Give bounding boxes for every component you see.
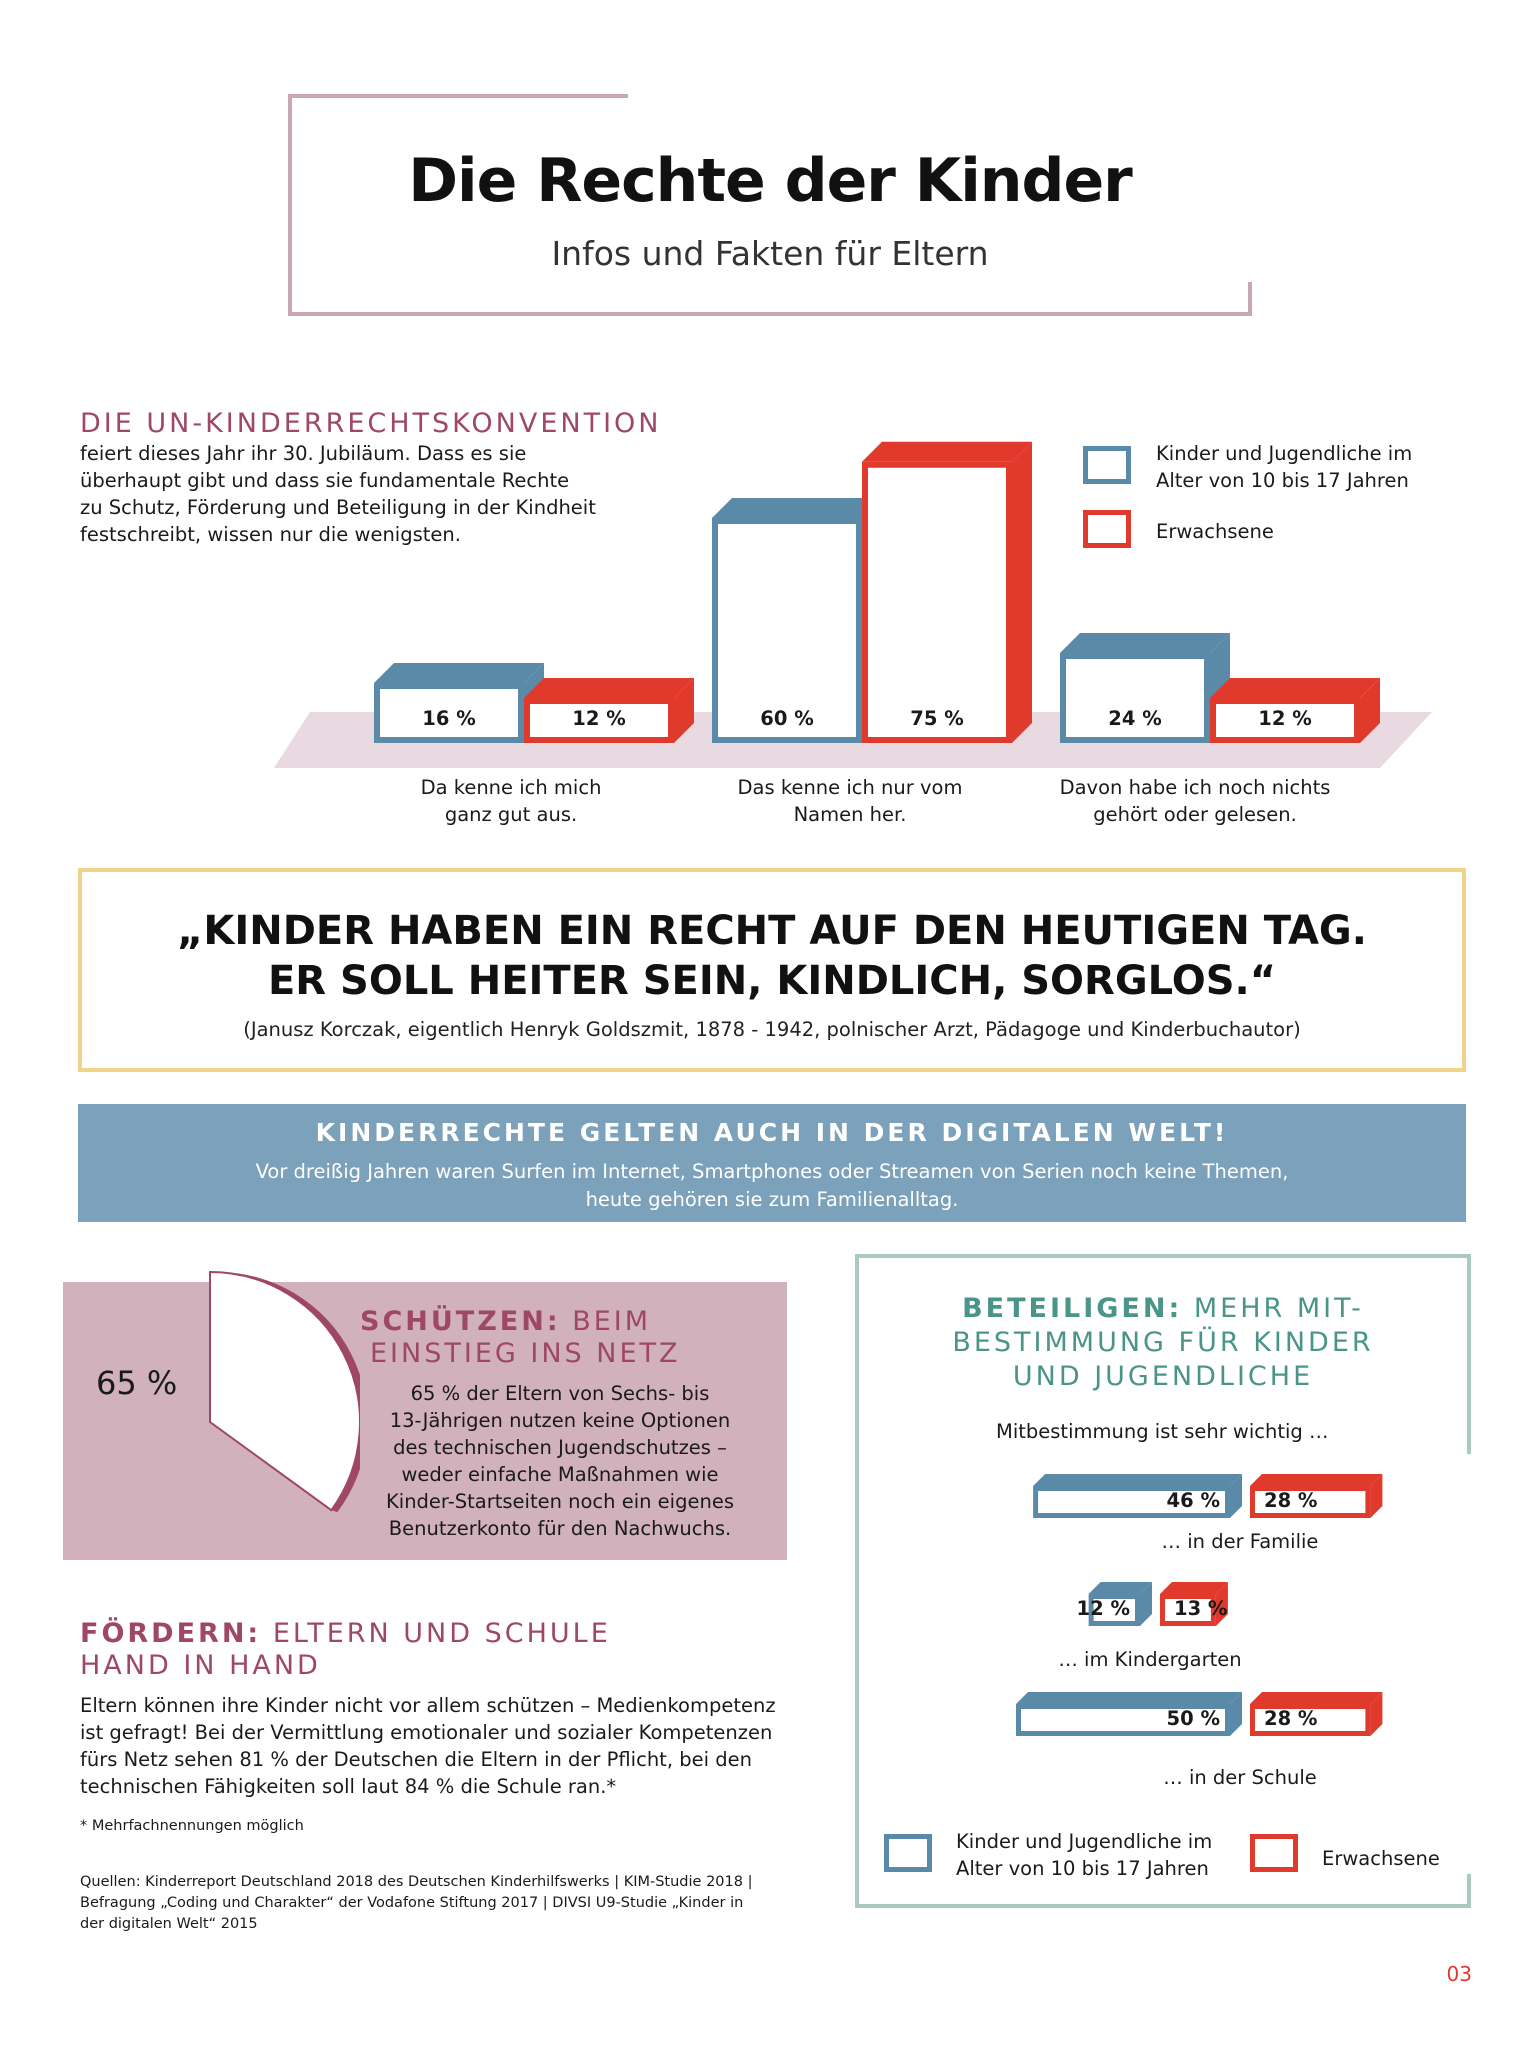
- legend-kids-line: Alter von 10 bis 17 Jahren: [1156, 469, 1409, 492]
- protect-title-line2: EINSTIEG INS NETZ: [370, 1338, 681, 1369]
- digital-text-line: heute gehören sie zum Familienalltag.: [585, 1188, 959, 1211]
- promote-title-bold: FÖRDERN:: [80, 1618, 262, 1649]
- category-label-line: Das kenne ich nur vom: [737, 776, 963, 799]
- promote-text-line: ist gefragt! Bei der Vermittlung emotionaler und sozialer Kompetenzen: [80, 1721, 773, 1744]
- bar-value-label: 12 %: [572, 707, 626, 730]
- protect-text-line: 65 % der Eltern von Sechs- bis: [410, 1382, 710, 1405]
- sources-line: Befragung „Coding und Charakter“ der Vodafone Stiftung 2017 | DIVSI U9-Studie „Kinder in: [80, 1895, 744, 1911]
- hbar-value-label: 50 %: [1166, 1707, 1220, 1730]
- hbar-value-label: 46 %: [1166, 1489, 1220, 1512]
- protect-text-line: Kinder-Startseiten noch ein eigenes: [385, 1490, 734, 1513]
- legend-adults-label: Erwachsene: [1156, 520, 1274, 543]
- bar-kids-0: [374, 663, 544, 743]
- participate-title-rest: MEHR MIT-: [1182, 1293, 1364, 1324]
- legend-kids-line: Kinder und Jugendliche im: [956, 1830, 1213, 1853]
- category-label: [700, 774, 1000, 828]
- participate-title: [880, 1292, 1446, 1394]
- participate-title-line2: BESTIMMUNG FÜR KINDER: [952, 1327, 1374, 1358]
- promote-text-line: fürs Netz sehen 81 % der Deutschen die Eltern in der Pflicht, bei den: [80, 1748, 752, 1771]
- digital-text: [78, 1158, 1466, 1214]
- title-box: [288, 94, 1252, 316]
- page-title: Die Rechte der Kinder: [408, 146, 1132, 216]
- convention-title: DIE UN-KINDERRECHTSKONVENTION: [80, 408, 662, 439]
- pie-slice-white: [210, 1272, 360, 1510]
- promote-text-line: Eltern können ihre Kinder nicht vor allem schützen – Medienkompetenz: [80, 1694, 776, 1717]
- hbar-category-label: … im Kindergarten: [1058, 1648, 1242, 1671]
- hbar-top-face: [1033, 1474, 1242, 1486]
- promote-title-line2: HAND IN HAND: [80, 1650, 321, 1681]
- promote-text-line: technischen Fähigkeiten soll laut 84 % die Schule ran.*: [80, 1775, 617, 1798]
- hbar-value-label: 28 %: [1264, 1707, 1318, 1730]
- hbar-value-label: 12 %: [1076, 1597, 1130, 1620]
- protect-title: [360, 1306, 681, 1370]
- participate-chart-title: Mitbestimmung ist sehr wichtig …: [996, 1420, 1329, 1443]
- legend-adults-label-bottom: Erwachsene: [1322, 1847, 1440, 1870]
- hbar-value-label: 28 %: [1264, 1489, 1318, 1512]
- digital-banner: [78, 1104, 1466, 1222]
- bar-top-face: [1210, 678, 1380, 698]
- hbar-value-label: 13 %: [1174, 1597, 1228, 1620]
- promote-footnote: * Mehrfachnennungen möglich: [80, 1818, 304, 1834]
- convention-text-line: überhaupt gibt und dass sie fundamentale Rechte: [80, 469, 570, 492]
- sources-line: der digitalen Welt“ 2015: [80, 1916, 258, 1932]
- legend-kids-label-bottom: [956, 1828, 1212, 1882]
- protect-text-line: 13-Jährigen nutzen keine Optionen: [389, 1409, 731, 1432]
- bar-value-label: 75 %: [910, 707, 964, 730]
- legend-kids-line: Alter von 10 bis 17 Jahren: [956, 1857, 1209, 1880]
- bar-top-face: [524, 678, 694, 698]
- bar-value-label: 24 %: [1108, 707, 1162, 730]
- legend-kids-line: Kinder und Jugendliche im: [1156, 442, 1413, 465]
- category-label-line: gehört oder gelesen.: [1093, 803, 1297, 826]
- category-label: [361, 774, 661, 828]
- hbar-top-face: [1250, 1692, 1382, 1704]
- hbar-top-face: [1016, 1692, 1242, 1704]
- hbar-top-face: [1250, 1474, 1382, 1486]
- legend-adults-swatch-bottom: [1250, 1834, 1298, 1872]
- category-label-line: ganz gut aus.: [444, 803, 578, 826]
- participate-title-line3: UND JUGENDLICHE: [1012, 1361, 1314, 1392]
- bar-adults-1: [862, 442, 1032, 743]
- quote-box: [78, 868, 1466, 1072]
- convention-text-line: festschreibt, wissen nur die wenigsten.: [80, 523, 461, 546]
- bar-value-label: 60 %: [760, 707, 814, 730]
- promote-title: [80, 1618, 611, 1682]
- protect-text-line: weder einfache Maßnahmen wie: [401, 1463, 719, 1486]
- bar-top-face: [712, 498, 882, 518]
- protect-title-rest: BEIM: [560, 1306, 652, 1337]
- page-subtitle: Infos und Fakten für Eltern: [551, 234, 989, 273]
- page-number: 03: [1446, 1962, 1472, 1986]
- legend-kids-swatch-bottom: [884, 1834, 932, 1872]
- digital-title: KINDERRECHTE GELTEN AUCH IN DER DIGITALEN WELT!: [315, 1118, 1229, 1147]
- convention-text-line: zu Schutz, Förderung und Beteiligung in der Kindheit: [80, 496, 596, 519]
- category-label-line: Davon habe ich noch nichts: [1059, 776, 1331, 799]
- bar-front-face: [865, 465, 1009, 740]
- quote-line-2: ER SOLL HEITER SEIN, KINDLICH, SORGLOS.“: [267, 958, 1277, 1004]
- protect-text: [350, 1380, 770, 1542]
- promote-title-rest: ELTERN UND SCHULE: [261, 1618, 611, 1649]
- quote-source: (Janusz Korczak, eigentlich Henryk Goldszmit, 1878 - 1942, polnischer Arzt, Pädagoge und Kinderbuchautor): [243, 1018, 1301, 1041]
- category-label-line: Namen her.: [793, 803, 907, 826]
- bar-top-face: [862, 442, 1032, 462]
- participate-title-bold: BETEILIGEN:: [962, 1293, 1183, 1324]
- sources-line: Quellen: Kinderreport Deutschland 2018 des Deutschen Kinderhilfswerks | KIM-Studie 2018 |: [80, 1874, 753, 1890]
- promote-text: [80, 1692, 800, 1800]
- quote-line-1: „KINDER HABEN EIN RECHT AUF DEN HEUTIGEN TAG.: [177, 908, 1367, 954]
- hbar-category-label: … in der Schule: [1163, 1766, 1317, 1789]
- convention-text-line: feiert dieses Jahr ihr 30. Jubiläum. Dass es sie: [80, 442, 527, 465]
- sources: [80, 1872, 780, 1935]
- bar-value-label: 12 %: [1258, 707, 1312, 730]
- protect-text-line: Benutzerkonto für den Nachwuchs.: [388, 1517, 732, 1540]
- bar-top-face: [1060, 633, 1230, 653]
- pie-value-label: 65 %: [96, 1364, 178, 1402]
- bar-top-face: [374, 663, 544, 683]
- protect-title-bold: SCHÜTZEN:: [360, 1306, 561, 1337]
- hbar-category-label: … in der Familie: [1161, 1530, 1319, 1553]
- category-label-line: Da kenne ich mich: [420, 776, 602, 799]
- bar-value-label: 16 %: [422, 707, 476, 730]
- digital-text-line: Vor dreißig Jahren waren Surfen im Internet, Smartphones oder Streamen von Serien noch keine Themen,: [255, 1160, 1289, 1183]
- bar-side-face: [1012, 442, 1032, 743]
- protect-text-line: des technischen Jugendschutzes –: [393, 1436, 727, 1459]
- protect-pie-chart: [60, 1262, 360, 1582]
- category-label: [1045, 774, 1345, 828]
